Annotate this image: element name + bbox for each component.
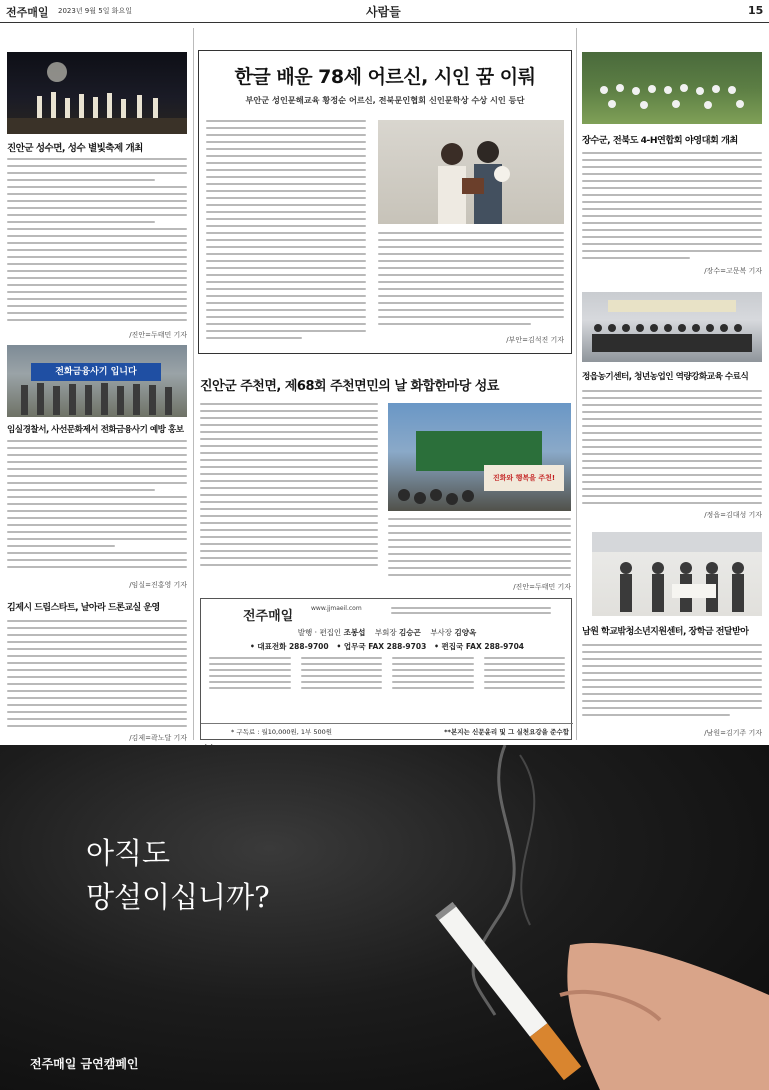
editorial-fax: • 편집국 FAX 288-9704: [434, 642, 525, 651]
byline-jangsu: /장수=고문복 기자: [704, 267, 762, 275]
byline-jeongeup: /정읍=김대성 기자: [704, 511, 762, 519]
byline-jinan-star: /진안=두태민 기자: [129, 331, 187, 339]
namwon-scholarship-photo: [592, 532, 762, 616]
article-body-namwon: [582, 644, 762, 716]
imprint-staff-line: [201, 627, 573, 638]
business-fax: • 업무국 FAX 288-9703: [336, 642, 427, 651]
headline-namwon: 남원 학교밖청소년지원센터, 장학금 전달받아: [582, 627, 749, 637]
jinan-star-festival-photo: [7, 52, 187, 134]
main-phone: • 대표전화 288-9700: [249, 642, 329, 651]
imprint-registration: [391, 607, 551, 614]
column-rule-right: [576, 28, 577, 740]
scholarship-group: [592, 532, 762, 616]
headline-main: 한글 배운 78세 어르신, 시인 꿈 이뤄: [234, 66, 536, 88]
article-body-jinan-star: [7, 158, 187, 321]
headline-jeongeup: 정읍농기센터, 청년농업인 역량강화교육 수료식: [582, 372, 749, 382]
vice-president-name: 김양옥: [454, 628, 477, 637]
jangsu-camp-photo: [582, 52, 762, 124]
ad-campaign-label: 전주매일 금연캠페인: [30, 1057, 139, 1071]
ad-headline-line2: 망설이십니까?: [86, 880, 270, 914]
publisher-name: 조봉섭: [343, 628, 366, 637]
jeongeup-graduation-photo: [582, 292, 762, 362]
article-body-jangsu: [582, 152, 762, 259]
anti-smoking-ad: [0, 745, 769, 1090]
imsil-campaign-photo: [7, 345, 187, 417]
festival-sign: 진화와 행복을 주천!: [484, 465, 564, 491]
byline-namwon: /남원=김기주 기자: [704, 729, 762, 737]
ethics-notice: **본지는 신문윤리 및 그 실천요강을 준수합: [444, 728, 570, 736]
subtitle-main: 부안군 성인문해교육 황정순 어르신, 전북문인협회 신인문학상 수상 시인 등단: [245, 95, 525, 105]
headline-imsil: 임실경찰서, 사선문화제서 전화금융사기 예방 홍보: [7, 425, 184, 435]
headline-jinan-star: 진안군 성수면, 성수 별빛축제 개최: [7, 143, 143, 154]
article-body-gimje: [7, 620, 187, 727]
imprint-website: www.jjmaeil.com: [311, 605, 362, 612]
article-body-jeongeup: [582, 390, 762, 504]
main-article-photo: [378, 120, 564, 224]
imprint-footer: [201, 723, 573, 739]
headline-jangsu: 장수군, 전북도 4-H연합회 야영대회 개최: [582, 135, 738, 146]
article-body-imsil: [7, 440, 187, 568]
vice-chairman-label: 부회장: [374, 628, 397, 637]
crowd-figures: [388, 403, 571, 511]
byline-imsil: /임실=진홍영 기자: [129, 581, 187, 589]
campers-figures: [582, 52, 762, 124]
issue-date: 2023년 9월 5일 화요일: [58, 7, 132, 15]
smoke-and-cigarette: [0, 745, 769, 1090]
byline-gimje: /김제=곽노달 기자: [129, 734, 187, 742]
people-figures: [7, 345, 187, 417]
graduates-figures: [582, 292, 762, 362]
ad-headline-line1: 아직도: [86, 836, 171, 870]
imprint-title: 전주매일: [243, 609, 294, 624]
vice-president-label: 부사장: [430, 628, 453, 637]
imprint-contact-line: [201, 641, 573, 652]
vice-chairman-name: 김승곤: [399, 628, 421, 637]
article-body-main-right: [378, 232, 564, 325]
night-stage-figures: [7, 52, 187, 134]
page-number: 15: [748, 4, 764, 17]
article-body-main-left: [206, 120, 366, 339]
two-women-portrait: [378, 120, 564, 224]
publisher-label: 발행 · 편집인: [297, 628, 342, 637]
paper-name: 전주매일: [6, 6, 49, 19]
jinan-festival-photo: [388, 403, 571, 511]
masthead: [0, 0, 769, 22]
column-rule-left: [193, 28, 194, 740]
imprint-box: [200, 598, 572, 740]
headline-gimje: 김제시 드림스타트, 날아라 드론교실 운영: [7, 603, 160, 613]
masthead-rule: [0, 22, 769, 23]
byline-jinan-festival: /진안=두태민 기자: [513, 583, 571, 591]
campaign-banner: 전화금융사기 입니다: [31, 363, 161, 381]
article-body-jinan-festival-right: [388, 518, 571, 576]
section-name: 사람들: [366, 5, 401, 19]
imprint-directory: [209, 657, 565, 715]
headline-jinan-festival: 진안군 주천면, 제68회 주천면민의 날 화합한마당 성료: [200, 379, 499, 394]
byline-main: /부안=김석진 기자: [506, 336, 564, 344]
article-body-jinan-festival-left: [200, 403, 378, 566]
subscription-fee: * 구독료 : 월10,000원, 1부 500원: [231, 728, 333, 736]
